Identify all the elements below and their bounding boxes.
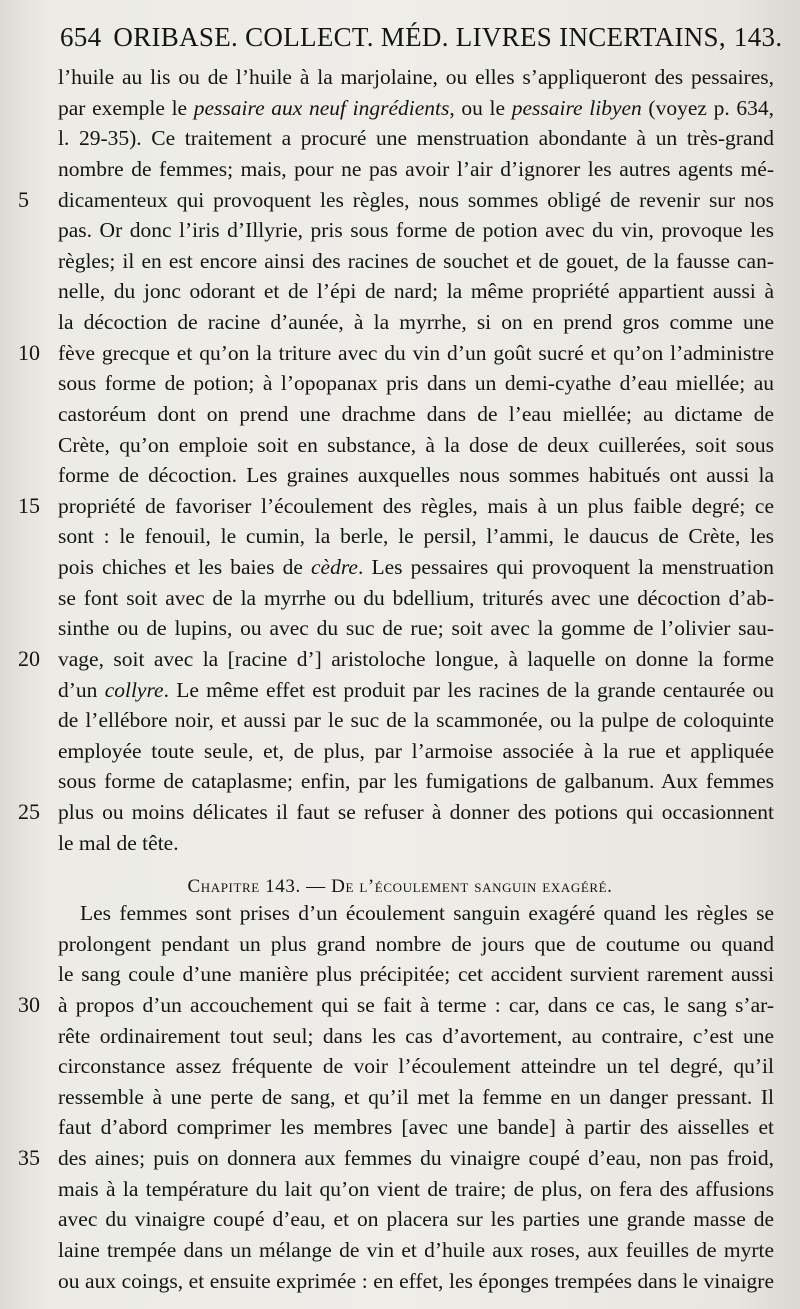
text-line: le mal de tête. [58, 830, 179, 855]
text-line: à propos d’un accouchement qui se fait à terme : car, dans ce cas, le sang s’ar- [58, 992, 774, 1017]
text-line: ressemble à une perte de sang, et qu’il met la femme en un danger pressant. Il [58, 1084, 774, 1109]
running-head [60, 22, 783, 62]
text-line: mais à la température du lait qu’on vient de traire; de plus, on fera des affusions [58, 1176, 774, 1201]
text-line: fève grecque et qu’on la triture avec du vin d’un goût sucré et qu’on l’administre [58, 340, 774, 365]
text-line: sous forme de cataplasme; enfin, par les fumigations de galbanum. Aux femmes [58, 769, 774, 794]
text-fragment: , ou le [449, 95, 512, 120]
text-line: laine trempée dans un mélange de vin et d’huile aux roses, aux feuilles de myrte [58, 1237, 774, 1262]
text-line: employée toute seule, et, de plus, par l’armoise associée à la rue et appliquée [58, 738, 774, 763]
text-line: propriété de favoriser l’écoulement des règles, mais à un plus faible degré; ce [58, 493, 774, 518]
text-line: faut d’abord comprimer les membres [avec une bande] à partir des aisselles et [58, 1115, 774, 1140]
italic-term: pessaire libyen [511, 95, 642, 120]
line-number: 25 [18, 799, 40, 824]
text-line: dicamenteux qui provoquent les règles, nous sommes obligé de revenir sur nos [58, 187, 774, 212]
text-line: le sang coule d’une manière plus précipitée; cet accident survient rarement aussi [58, 962, 774, 987]
text-line: règles; il en est encore ainsi des racines de souchet et de gouet, de la fausse can- [58, 248, 774, 273]
text-line: la décoction de racine d’aunée, à la myrrhe, si on en prend gros comme une [58, 310, 774, 334]
text-line: se font soit avec de la myrrhe ou du bdellium, triturés avec une décoction d’ab- [58, 585, 774, 610]
text-line: Les femmes sont prises d’un écoulement sanguin exagéré quand les règles se [80, 901, 774, 926]
text-line: ou aux coings, et ensuite exprimée : en effet, les éponges trempées dans le vinaigre [58, 1268, 774, 1293]
text-line: des aines; puis on donnera aux femmes du vinaigre coupé d’eau, non pas froid, [58, 1146, 774, 1171]
text-line: sont : le fenouil, le cumin, la berle, le persil, l’ammi, le daucus de Crète, les [58, 524, 774, 549]
line-number: 10 [18, 339, 40, 365]
line-number: 20 [18, 645, 40, 671]
text-line: prolongent pendant un plus grand nombre de jours que de coutume ou quand [58, 931, 774, 956]
text-line: nelle, du jonc odorant et de l’épi de nard; la même propriété appartient aussi à [58, 279, 774, 304]
text-line: sinthe ou de lupins, ou avec du suc de rue; soit avec la gomme de l’olivier sau- [58, 616, 774, 641]
text-line: avec du vinaigre coupé d’eau, et on placera sur les parties une grande masse de [58, 1207, 774, 1232]
text-fragment: d’un [58, 677, 105, 702]
text-line: rête ordinairement tout seul; dans les cas d’avortement, au contraire, c’est une [58, 1023, 774, 1048]
text-line: l’huile au lis ou de l’huile à la marjolaine, ou elles s’appliqueront des pessaires, [58, 65, 774, 89]
text-line: castoréum dont on prend une drachme dans de l’eau miellée; au dictame de [58, 401, 774, 426]
text-line: pas. Or donc l’iris d’Illyrie, pris sous forme de potion avec du vin, provoque les [58, 218, 774, 243]
text-line: de l’ellébore noir, et aussi par le suc de la scammonée, ou la pulpe de coloquinte [58, 708, 774, 733]
text-line: circonstance assez fréquente de voir l’écoulement atteindre un tel degré, qu’il [58, 1054, 774, 1079]
text-line: vage, soit avec la [racine d’] aristoloche longue, à laquelle on donne la forme [58, 646, 774, 671]
italic-term: pessaire aux neuf ingrédients [193, 95, 450, 120]
text-line [58, 93, 774, 124]
text-line [58, 552, 774, 583]
text-line: forme de décoction. Les graines auxquelles nous sommes habitués ont aussi la [58, 463, 774, 488]
italic-term: collyre [104, 677, 164, 702]
page-number: 654 [60, 22, 102, 52]
text-line: nombre de femmes; mais, pour ne pas avoir l’air d’ignorer les autres agents mé- [58, 156, 774, 181]
text-line [58, 675, 774, 706]
line-number: 30 [18, 991, 40, 1017]
text-line: Crète, qu’on emploie soit en substance, à la dose de deux cuillerées, soit sous [58, 432, 774, 457]
line-number: 35 [18, 1145, 40, 1171]
line-number: 15 [18, 492, 40, 518]
text-fragment: pois chiches et les baies de [58, 555, 312, 579]
line-number: 5 [18, 186, 29, 212]
italic-term: cèdre [311, 555, 358, 579]
running-chapter-number: 143. [733, 22, 783, 52]
text-line: l. 29-35). Ce traitement a procuré une menstruation abondante à un très-grand [58, 126, 774, 151]
text-fragment: par exemple le [58, 95, 194, 120]
text-line: plus ou moins délicates il faut se refuser à donner des potions qui occasionnent [58, 800, 774, 824]
running-title: ORIBASE. COLLECT. MÉD. LIVRES INCERTAINS, [113, 22, 726, 52]
text-fragment: (voyez p. 634, [641, 95, 774, 120]
chapter-heading: Chapitre 143. — De l’écoulement sanguin exagéré. [187, 876, 613, 898]
text-fragment: . Les pessaires qui provoquent la menstruation [357, 555, 774, 579]
text-line: sous forme de potion; à l’opopanax pris dans un demi-cyathe d’eau miellée; au [58, 371, 774, 396]
text-fragment: . Le même effet est produit par les racines de la grande centaurée ou [163, 677, 774, 702]
